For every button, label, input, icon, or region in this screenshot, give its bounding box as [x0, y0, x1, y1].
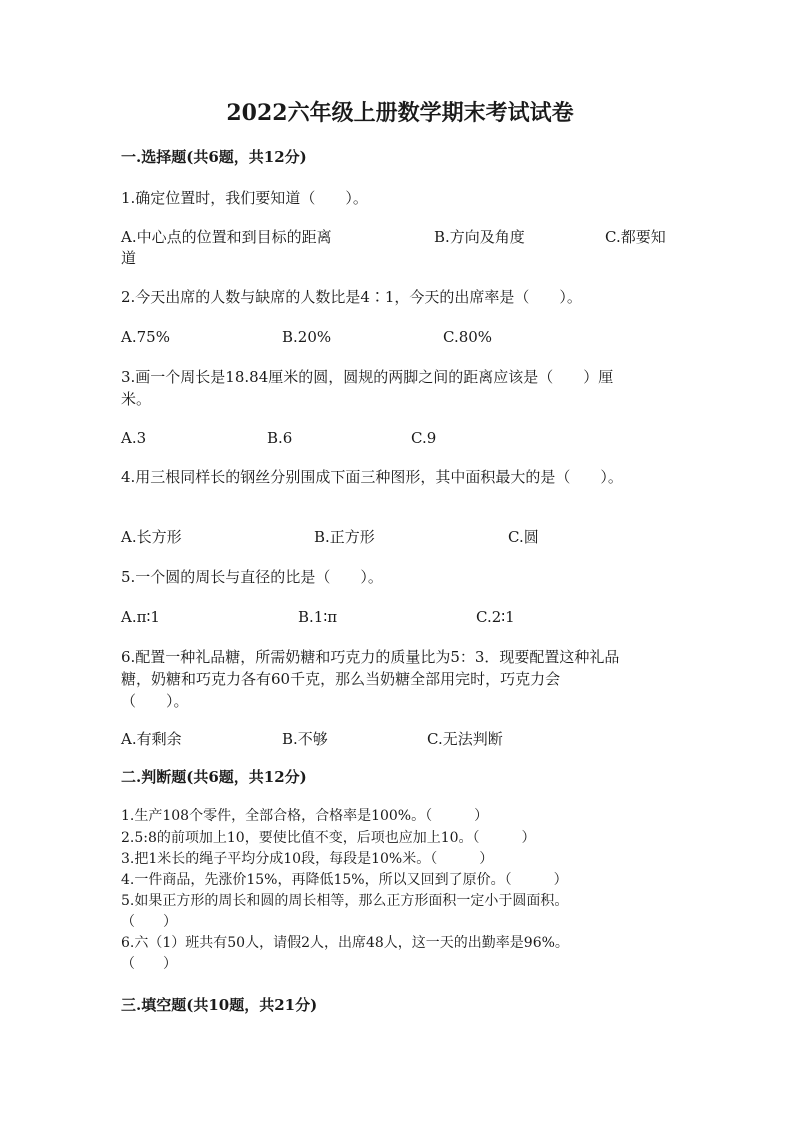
judge-q1: 1.生产108个零件，全部合格，合格率是100%。（ ）	[121, 808, 489, 824]
choice-q2-option-a: A.75%	[121, 328, 170, 346]
choice-q3-stem: 3.画一个周长是18.84厘米的圆，圆规的两脚之间的距离应该是（ ）厘	[121, 368, 614, 386]
choice-q1-option-b: B.方向及角度	[434, 228, 525, 246]
judge-q4: 4.一件商品，先涨价15%，再降低15%，所以又回到了原价。（ ）	[121, 872, 568, 888]
choice-q6-stem: 6.配置一种礼品糖，所需奶糖和巧克力的质量比为5：3．现要配置这种礼品	[121, 648, 620, 666]
judge-q6-wrap: （ ）	[121, 956, 177, 972]
choice-q3-stem-wrap: 米。	[121, 390, 152, 408]
choice-q5-option-a: A.π∶1	[121, 608, 160, 626]
choice-q5-option-c: C.2∶1	[476, 608, 515, 626]
page-title: 2022六年级上册数学期末考试试卷	[226, 100, 574, 126]
choice-q1-option-c: C.都要知	[605, 228, 666, 246]
choice-q2-option-c: C.80%	[443, 328, 493, 346]
choice-q1-stem: 1.确定位置时，我们要知道（ ）。	[121, 189, 368, 207]
judge-q5: 5.如果正方形的周长和圆的周长相等，那么正方形面积一定小于圆面积。	[121, 893, 569, 909]
choice-q3-option-c: C.9	[411, 429, 437, 447]
choice-q2-option-b: B.20%	[282, 328, 332, 346]
choice-q6-option-b: B.不够	[282, 730, 328, 748]
choice-q4-stem: 4.用三根同样长的钢丝分别围成下面三种图形，其中面积最大的是（ ）。	[121, 468, 623, 486]
choice-q6-stem-line2: 糖，奶糖和巧克力各有60千克，那么当奶糖全部用完时，巧克力会	[121, 670, 561, 688]
choice-q4-option-a: A.长方形	[121, 528, 182, 546]
choice-q6-stem-line3: （ ）。	[121, 692, 189, 710]
judge-q6: 6.六（1）班共有50人，请假2人，出席48人，这一天的出勤率是96%。	[121, 935, 569, 951]
choice-q6-option-a: A.有剩余	[121, 730, 182, 748]
judge-q3: 3.把1米长的绳子平均分成10段，每段是10%米。（ ）	[121, 851, 494, 867]
choice-q4-option-b: B.正方形	[314, 528, 375, 546]
judge-q5-wrap: （ ）	[121, 914, 177, 930]
choice-q2-stem: 2.今天出席的人数与缺席的人数比是4∶1，今天的出席率是（ ）。	[121, 288, 582, 306]
section-fill-heading: 三.填空题(共10题，共21分)	[121, 996, 318, 1014]
choice-q1-option-c-wrap: 道	[121, 249, 137, 267]
choice-q1-option-a: A.中心点的位置和到目标的距离	[121, 228, 332, 246]
section-choice-heading: 一.选择题(共6题，共12分)	[121, 148, 307, 166]
choice-q3-option-a: A.3	[121, 429, 147, 447]
choice-q3-option-b: B.6	[267, 429, 293, 447]
choice-q6-option-c: C.无法判断	[427, 730, 503, 748]
choice-q4-option-c: C.圆	[508, 528, 539, 546]
choice-q5-stem: 5.一个圆的周长与直径的比是（ ）。	[121, 568, 383, 586]
judge-q2: 2.5:8的前项加上10，要使比值不变，后项也应加上10。（ ）	[121, 830, 536, 846]
section-judge-heading: 二.判断题(共6题，共12分)	[121, 768, 307, 786]
choice-q5-option-b: B.1∶π	[298, 608, 338, 626]
